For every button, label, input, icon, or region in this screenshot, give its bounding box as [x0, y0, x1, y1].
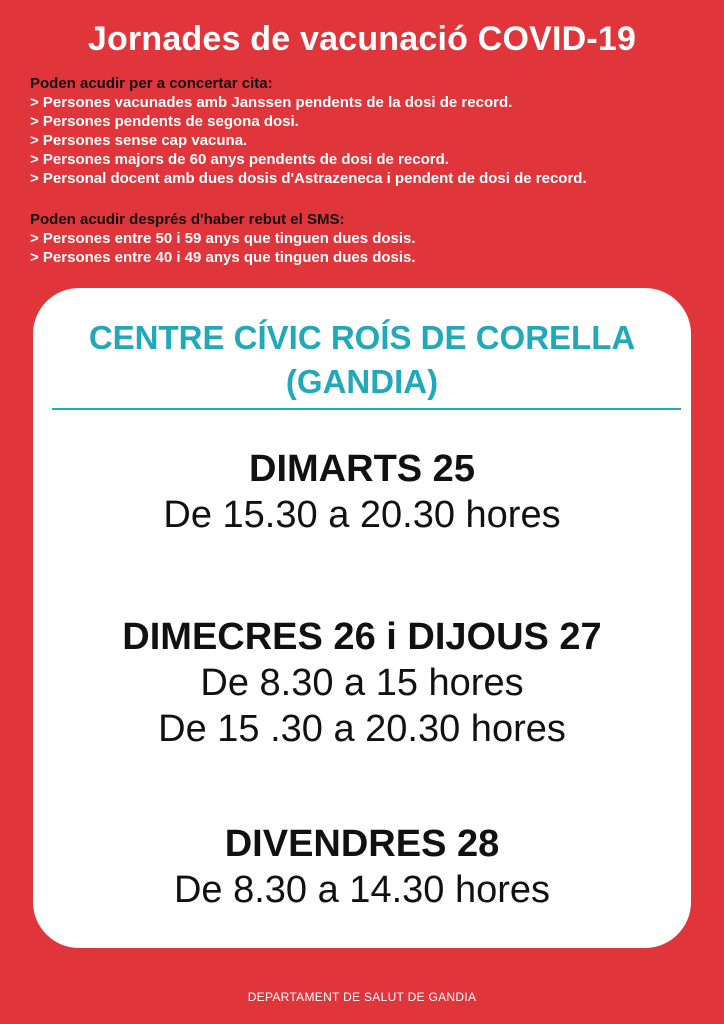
- schedule-card: [33, 288, 691, 948]
- appointment-item: > Personal docent amb dues dosis d'Astrazeneca i pendent de dosi de record.: [30, 170, 587, 187]
- page-title: Jornades de vacunació COVID-19: [87, 20, 637, 58]
- appointment-item: > Persones pendents de segona dosi.: [30, 113, 299, 130]
- session-tuesday: [33, 446, 691, 538]
- venue-line-2: (GANDIA): [285, 363, 439, 400]
- session-hours: De 8.30 a 14.30 hores: [173, 869, 551, 911]
- appointment-section: [30, 74, 700, 188]
- venue-divider: [52, 408, 681, 410]
- appointment-item: > Persones majors de 60 anys pendents de dosi de record.: [30, 151, 449, 168]
- session-hours: De 15 .30 a 20.30 hores: [158, 708, 566, 750]
- footer-department: DEPARTAMENT DE SALUT DE GANDIA: [247, 990, 477, 1004]
- sms-item: > Persones entre 50 i 59 anys que tinguen dues dosis.: [30, 230, 416, 247]
- session-hours: De 15.30 a 20.30 hores: [163, 494, 561, 536]
- venue-name: [33, 316, 691, 404]
- session-day: DIVENDRES 28: [224, 823, 500, 865]
- session-day: DIMARTS 25: [249, 448, 475, 490]
- session-day: DIMECRES 26 i DIJOUS 27: [122, 616, 602, 658]
- session-friday: [33, 821, 691, 913]
- appointment-item: > Persones vacunades amb Janssen pendents de la dosi de record.: [30, 94, 513, 111]
- venue-line-1: CENTRE CÍVIC ROÍS DE CORELLA: [88, 319, 636, 356]
- session-hours: De 8.30 a 15 hores: [200, 662, 524, 704]
- appointment-heading: Poden acudir per a concertar cita:: [30, 75, 273, 92]
- appointment-item: > Persones sense cap vacuna.: [30, 132, 248, 149]
- sms-heading: Poden acudir després d'haber rebut el SMS:: [30, 211, 345, 228]
- session-wednesday-thursday: [33, 614, 691, 752]
- sms-section: [30, 210, 700, 267]
- sms-item: > Persones entre 40 i 49 anys que tinguen dues dosis.: [30, 249, 416, 266]
